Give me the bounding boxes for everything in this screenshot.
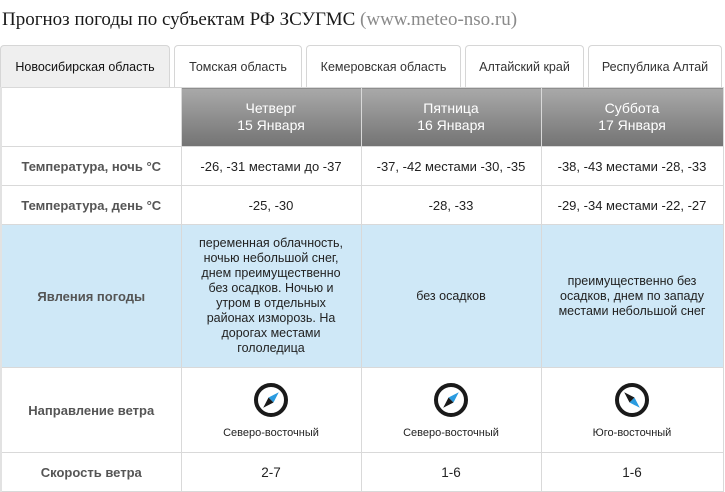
page-title-text: Прогноз погоды по субъектам РФ ЗСУГМС [2,9,356,30]
day-date: 17 Января [598,117,666,133]
phenomena-cell [541,225,723,368]
region-tabs [0,45,725,88]
tab-tomsk[interactable]: Томская область [174,45,302,87]
wind-speed-cell: 1-6 [541,453,723,492]
wind-dir-cell [181,368,361,453]
forecast-header-row [1,88,723,147]
day-date: 16 Января [417,117,485,133]
day-temp-cell: -25, -30 [181,186,361,225]
wind-dir-label: Юго-восточный [592,426,672,439]
compass-southeast-icon [614,382,650,418]
row-night-temp [1,147,723,186]
row-wind-speed [1,453,723,492]
wind-dir-cell [541,368,723,453]
row-label: Направление ветра [1,368,181,453]
day-header-3 [541,88,723,147]
phenomena-cell [181,225,361,368]
row-label: Скорость ветра [1,453,181,492]
wind-speed-cell: 1-6 [361,453,541,492]
wind-dir-cell [361,368,541,453]
day-weekday: Суббота [604,100,660,116]
phenomena-cell [361,225,541,368]
day-temp-cell: -28, -33 [361,186,541,225]
row-label: Температура, ночь °C [1,147,181,186]
page-title [2,9,517,31]
tab-novosibirsk[interactable]: Новосибирская область [0,45,170,88]
row-phenomena [1,225,723,368]
phenomena-text: преимущественно без осадков, днем по западу местами небольшой снег [558,273,706,318]
night-temp-cell: -37, -42 местами -30, -35 [361,147,541,186]
day-date: 15 Января [237,117,305,133]
site-link[interactable]: (www.meteo-nso.ru) [360,9,518,30]
row-day-temp [1,186,723,225]
compass-northeast-icon [253,382,289,418]
night-temp-cell: -26, -31 местами до -37 [181,147,361,186]
tab-kemerovo[interactable]: Кемеровская область [306,45,461,87]
row-label: Температура, день °C [1,186,181,225]
day-weekday: Пятница [423,100,479,116]
day-weekday: Четверг [245,100,297,116]
tab-altai-republic[interactable]: Республика Алтай [588,45,722,87]
phenomena-text: переменная облачность, ночью небольшой снег, днем преимущественно без осадков. Ночью и утром в отдельных районах изморозь. На дорогах местами гололедица [198,236,344,355]
wind-dir-label: Северо-восточный [223,426,319,439]
wind-speed-cell: 2-7 [181,453,361,492]
wind-dir-label: Северо-восточный [403,426,499,439]
tab-altai-krai[interactable]: Алтайский край [465,45,584,87]
day-header-2 [361,88,541,147]
phenomena-text: без осадков [416,288,486,303]
day-header-1 [181,88,361,147]
row-wind-direction [1,368,723,453]
header-corner [1,88,181,147]
compass-northeast-icon [433,382,469,418]
row-label: Явления погоды [1,225,181,368]
night-temp-cell: -38, -43 местами -28, -33 [541,147,723,186]
day-temp-cell: -29, -34 местами -22, -27 [541,186,723,225]
forecast-table [0,87,724,492]
